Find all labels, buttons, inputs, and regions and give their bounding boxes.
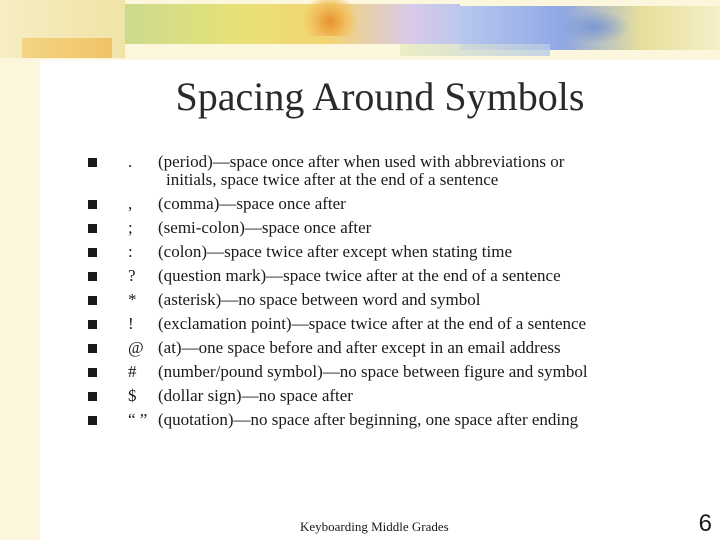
square-bullet-icon <box>88 416 97 425</box>
square-bullet-icon <box>88 158 97 167</box>
banner-stripe <box>125 4 460 44</box>
symbol: * <box>128 290 137 309</box>
description: (question mark)—space twice after at the end of a sentence <box>158 266 561 285</box>
square-bullet-icon <box>88 200 97 209</box>
symbol-list <box>88 150 708 432</box>
list-item <box>88 240 708 264</box>
list-item <box>88 312 708 336</box>
description: (exclamation point)—space twice after at the end of a sentence <box>158 314 587 333</box>
square-bullet-icon <box>88 344 97 353</box>
square-bullet-icon <box>88 248 97 257</box>
square-bullet-icon <box>88 320 97 329</box>
description: (semi-colon)—space once after <box>158 218 372 237</box>
square-bullet-icon <box>88 368 97 377</box>
symbol: # <box>128 362 137 381</box>
square-bullet-icon <box>88 296 97 305</box>
description: (colon)—space twice after except when stating time <box>158 242 513 261</box>
description: (asterisk)—no space between word and symbol <box>158 290 481 309</box>
list-item <box>88 336 708 360</box>
list-item <box>88 192 708 216</box>
symbol: : <box>128 242 133 261</box>
symbol: “ ” <box>128 410 148 429</box>
list-item-continuation <box>88 170 708 192</box>
symbol: , <box>128 194 133 213</box>
description: (quotation)—no space after beginning, one space after ending <box>158 410 579 429</box>
symbol: $ <box>128 386 137 405</box>
banner-stripe <box>400 44 550 56</box>
symbol: @ <box>128 338 144 357</box>
description-continuation: initials, space twice after at the end of a sentence <box>166 170 499 189</box>
description: (number/pound symbol)—no space between figure and symbol <box>158 362 588 381</box>
description: (dollar sign)—no space after <box>158 386 353 405</box>
list-item <box>88 264 708 288</box>
list-item <box>88 408 708 432</box>
list-item <box>88 288 708 312</box>
description: (comma)—space once after <box>158 194 346 213</box>
square-bullet-icon <box>88 272 97 281</box>
footer-text: Keyboarding Middle Grades <box>300 519 449 534</box>
description: (at)—one space before and after except in an email address <box>158 338 561 357</box>
banner-flower <box>560 10 630 44</box>
square-bullet-icon <box>88 392 97 401</box>
symbol: . <box>128 152 133 171</box>
square-bullet-icon <box>88 224 97 233</box>
symbol: ? <box>128 266 136 285</box>
page-number: 6 <box>698 510 712 537</box>
list-item <box>88 384 708 408</box>
description-text: (period)—space once after when used with abbreviations or <box>158 152 565 171</box>
symbol: ! <box>128 314 134 333</box>
slide-title: Spacing Around Symbols <box>175 74 585 119</box>
symbol: ; <box>128 218 133 237</box>
list-item <box>88 216 708 240</box>
list-item <box>88 360 708 384</box>
banner-flower <box>300 0 360 36</box>
banner-stripe <box>22 38 112 58</box>
